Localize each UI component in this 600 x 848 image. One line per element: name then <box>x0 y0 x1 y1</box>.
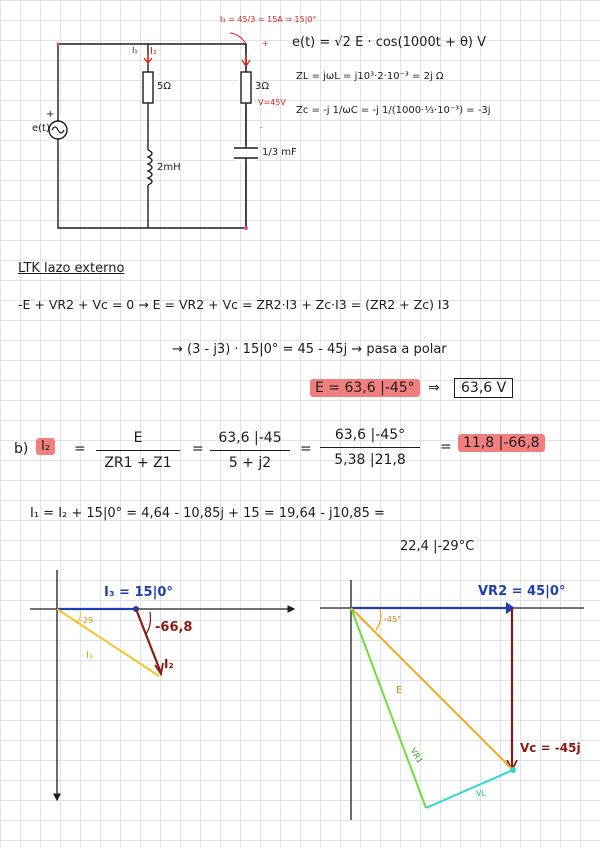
i2-angle-label: -66,8 <box>155 620 193 635</box>
vl-phasor <box>426 770 513 808</box>
i2-phasor-label: I₂ <box>164 657 174 671</box>
fraction-3-den: 5,38 |21,8 <box>334 452 406 468</box>
ltk-title: LTK lazo externo <box>18 261 125 276</box>
i1-label: I₁ <box>132 46 138 55</box>
i1-angle-label: -29 <box>80 616 94 625</box>
source-plus-sign: + <box>46 109 55 120</box>
i1-polar: 22,4 |-29°C <box>400 539 475 554</box>
vl-phasor-label: VL <box>476 789 486 798</box>
equals-4: = <box>440 439 452 455</box>
source-label: e(t) <box>32 123 50 134</box>
i2-result: 11,8 |-66,8 <box>458 434 545 452</box>
fraction-2-den: 5 + j2 <box>228 455 272 471</box>
l1-value: 2mH <box>157 162 181 173</box>
zc-equation: Zc = -j 1/ωC = -j 1/(1000·⅓·10⁻³) = -3j <box>296 105 491 116</box>
e-magnitude-boxed: 63,6 V <box>454 378 513 398</box>
vc-phasor-label: Vc = -45j <box>520 741 581 755</box>
e-phasor <box>351 608 513 770</box>
r1-value: 5Ω <box>157 81 172 92</box>
given-i3: I₃ = 45/3 = 15A ⇒ 15|0° <box>220 15 317 24</box>
i1-line: I₁ = I₂ + 15|0° = 4,64 - 10,85j + 15 = 19,64 - j10,85 = <box>30 506 385 521</box>
r2-value: 3Ω <box>255 81 270 92</box>
fraction-3-num: 63,6 |-45° <box>334 427 406 443</box>
zl-equation: ZL = jωL = j10³·2·10⁻³ = 2j Ω <box>296 71 444 82</box>
ltk-line-2: → (3 - j3) · 15|0° = 45 - 45j → pasa a polar <box>172 342 447 357</box>
e-result: E = 63,6 |-45° <box>310 379 420 397</box>
i2-highlight: I₂ <box>36 438 55 455</box>
node-plus: + <box>262 39 269 48</box>
capacitor-value: 1/3 mF <box>262 147 297 158</box>
equals-3: = <box>300 441 312 457</box>
part-b-label: b) <box>14 441 29 457</box>
vr2-phasor-label: VR2 = 45|0° <box>478 584 566 599</box>
equals-1: = <box>74 441 86 457</box>
given-v: V=45V <box>258 98 286 107</box>
vr1-phasor-label: VR1 <box>408 746 425 765</box>
i3-phasor-label: I₃ = 15|0° <box>104 585 173 600</box>
ltk-line-1: -E + VR2 + Vc = 0 → E = VR2 + Vc = ZR2·I3 + Zc·I3 = (ZR2 + Zc) I3 <box>18 297 450 312</box>
source-equation: e(t) = √2 E · cos(1000t + θ) V <box>292 35 487 50</box>
fraction-1-num: E <box>133 430 143 446</box>
e-angle-label: -45° <box>384 615 402 624</box>
i1-phasor <box>57 609 159 676</box>
arrow-icon: ⇒ <box>428 380 440 396</box>
fraction-2-num: 63,6 |-45 <box>218 430 282 446</box>
i1-phasor-label: I₁ <box>86 650 93 661</box>
vr1-phasor <box>351 608 426 808</box>
node-minus: - <box>260 123 263 132</box>
i2-label: I₂ <box>150 46 157 57</box>
e-phasor-label: E <box>396 685 403 696</box>
fraction-1-den: ZR1 + Z1 <box>104 455 172 471</box>
equals-2: = <box>192 441 204 457</box>
